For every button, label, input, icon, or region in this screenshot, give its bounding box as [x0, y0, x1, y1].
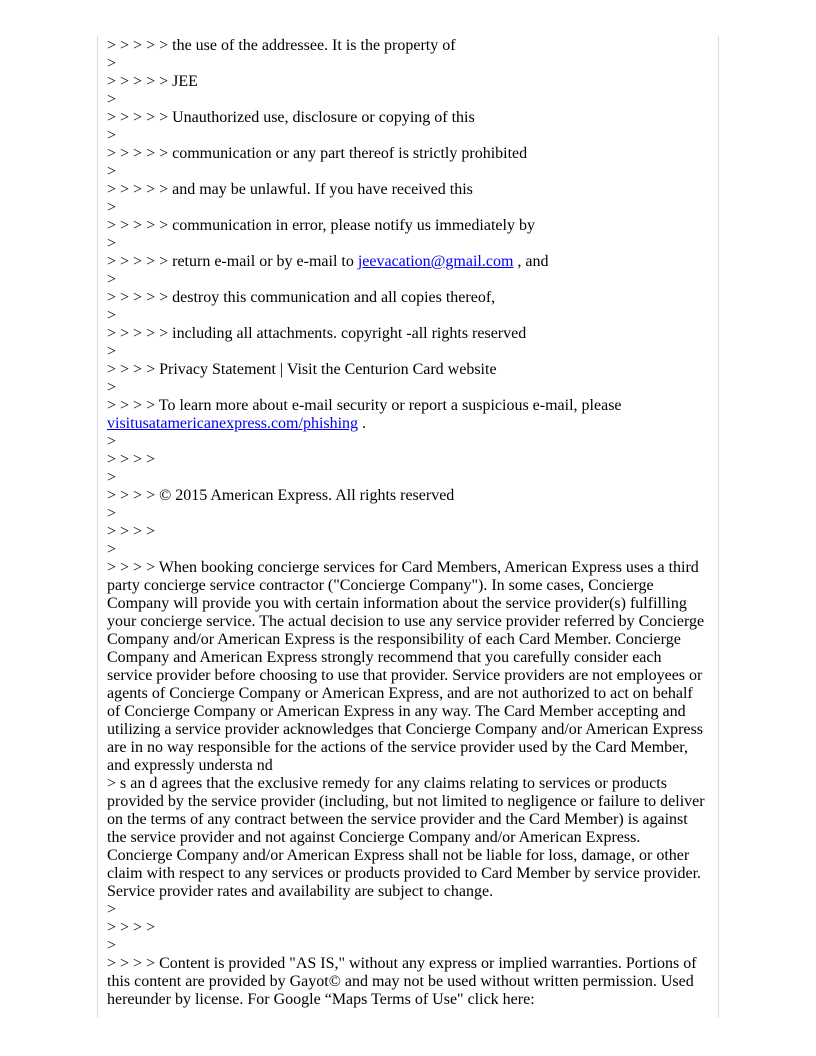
body-line-email — [107, 253, 707, 271]
quote-marker: > — [107, 235, 117, 252]
body-line: > > > > > communication in error, please notify us immediately by — [107, 217, 535, 234]
body-line: > > > > — [107, 919, 156, 936]
security-line: > > > > To learn more about e-mail security or report a suspicious e-mail, please — [107, 397, 622, 414]
quote-marker: > — [107, 163, 117, 180]
phishing-line — [107, 415, 707, 433]
body-line: > > > > > the use of the addressee. It is the property of — [107, 37, 456, 54]
phishing-suffix: . — [358, 415, 367, 432]
copyright-line: > > > > © 2015 American Express. All rights reserved — [107, 487, 455, 504]
concierge-paragraph: > > > > When booking concierge services for Card Members, American Express uses a third party concierge service contractor ("Concierge Company"). In some cases, Concierge Company will provide you with certain information about the service provider(s) fulfilling your concierge service. The actual decision to use any service provider referred by Concierge Company and/or American Express is the responsibility of each Card Member. Concierge Company and American Express strongly recommend that you carefully consider each service provider before choosing to use that provider. Service providers are not employees or agents of Concierge Company or American Express, and are not authorized to act on behalf of Concierge Company or American Express in any way. The Card Member accepting and utilizing a service provider acknowledges that Concierge Company and/or American Express are in no way responsible for the actions of the service provider used by the Card Member, and expressly understa nd — [107, 559, 705, 774]
quote-marker: > — [107, 937, 117, 954]
privacy-line: > > > > Privacy Statement | Visit the Centurion Card website — [107, 361, 497, 378]
quote-marker: > — [107, 505, 117, 522]
quote-marker: > — [107, 91, 117, 108]
body-line: > > > > > destroy this communication and all copies thereof, — [107, 289, 496, 306]
quote-marker: > — [107, 901, 117, 918]
remedy-paragraph: > s an d agrees that the exclusive remedy for any claims relating to services or products provided by the service provider (including, but not limited to negligence or failure to deliver on the terms of any contract between the service provider and the Card Member) is against the service provider and not against Concierge Company and/or American Express. Concierge Company and/or American Express shall not be liable for loss, damage, or other claim with respect to any services or products provided to Card Member by service provider. Service provider rates and availability are subject to change. — [107, 775, 705, 900]
quote-marker: > — [107, 271, 117, 288]
body-line: > > > > — [107, 451, 156, 468]
quote-marker: > — [107, 469, 117, 486]
body-line: > > > > > and may be unlawful. If you have received this — [107, 181, 473, 198]
quote-marker: > — [107, 55, 117, 72]
quote-marker: > — [107, 541, 117, 558]
quote-marker: > — [107, 127, 117, 144]
content-paragraph: > > > > Content is provided "AS IS," without any express or implied warranties. Portions of this content are provided by Gayot© and may not be used without written permission. Used hereunder by license. For Google “Maps Terms of Use" click here: — [107, 955, 697, 1008]
quote-marker: > — [107, 433, 117, 450]
phishing-link[interactable]: visitusatamericanexpress.com/phishing — [107, 415, 359, 432]
body-line: > > > > > communication or any part thereof is strictly prohibited — [107, 145, 528, 162]
body-line: > > > > > Unauthorized use, disclosure or copying of this — [107, 109, 475, 126]
email-suffix: , and — [513, 253, 549, 270]
email-prefix: > > > > > return e-mail or by e-mail to — [107, 253, 358, 270]
body-line: > > > > — [107, 523, 156, 540]
body-line: > > > > > JEE — [107, 73, 198, 90]
quote-marker: > — [107, 379, 117, 396]
email-link[interactable]: jeevacation@gmail.com — [357, 253, 514, 270]
quote-marker: > — [107, 343, 117, 360]
quote-marker: > — [107, 307, 117, 324]
email-body — [107, 37, 707, 1009]
quote-marker: > — [107, 199, 117, 216]
body-line: > > > > > including all attachments. copyright -all rights reserved — [107, 325, 527, 342]
